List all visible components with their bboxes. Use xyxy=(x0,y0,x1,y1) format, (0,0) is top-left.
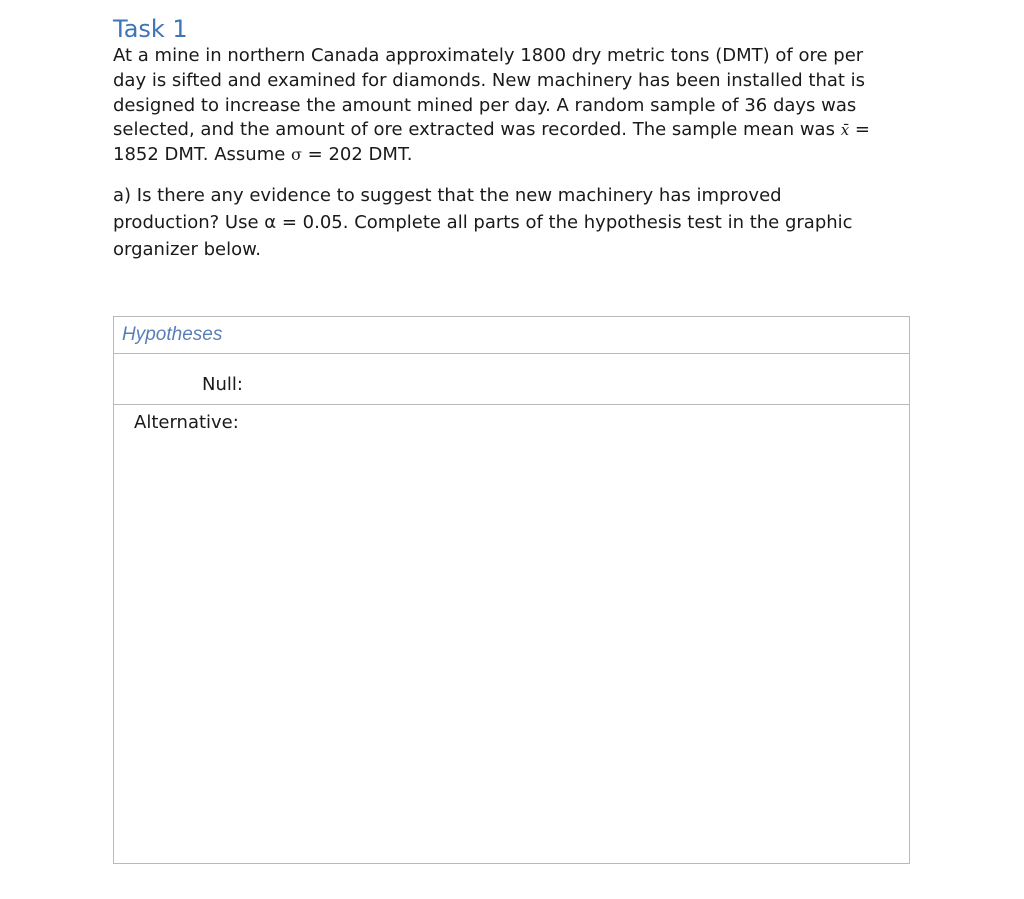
alpha-symbol: α xyxy=(264,212,277,233)
problem-line: designed to increase the amount mined per day. A random sample of 36 days was xyxy=(113,94,857,116)
hypotheses-header xyxy=(114,317,909,354)
null-label: Null: xyxy=(202,374,243,395)
question-line xyxy=(113,209,943,236)
problem-text: = 202 DMT. xyxy=(301,144,413,166)
problem-line xyxy=(113,118,943,143)
sigma-symbol: σ xyxy=(291,145,302,165)
question-text: production? Use xyxy=(113,212,265,233)
problem-statement xyxy=(113,44,943,168)
problem-line: At a mine in northern Canada approximately 1800 dry metric tons (DMT) of ore per xyxy=(113,45,864,66)
alternative-hypothesis-field[interactable] xyxy=(114,405,909,863)
problem-line: day is sifted and examined for diamonds. New machinery has been installed that is xyxy=(113,69,866,91)
problem-text: 1852 DMT. Assume xyxy=(113,144,292,166)
sample-mean-symbol: x̄ xyxy=(840,121,850,140)
problem-line xyxy=(113,143,943,168)
hypotheses-title: Hypotheses xyxy=(122,324,223,345)
question-line: a) Is there any evidence to suggest that the new machinery has improved xyxy=(113,185,782,206)
problem-text: = xyxy=(849,119,870,141)
graphic-organizer xyxy=(113,316,910,864)
task-title: Task 1 xyxy=(113,15,188,43)
question-line: organizer below. xyxy=(113,239,261,260)
alternative-label: Alternative: xyxy=(134,412,239,433)
question-a xyxy=(113,182,943,263)
null-hypothesis-field[interactable] xyxy=(114,354,909,405)
problem-text: selected, and the amount of ore extracted was recorded. The sample mean was xyxy=(113,119,841,141)
question-text: = 0.05. Complete all parts of the hypothesis test in the graphic xyxy=(276,212,853,233)
